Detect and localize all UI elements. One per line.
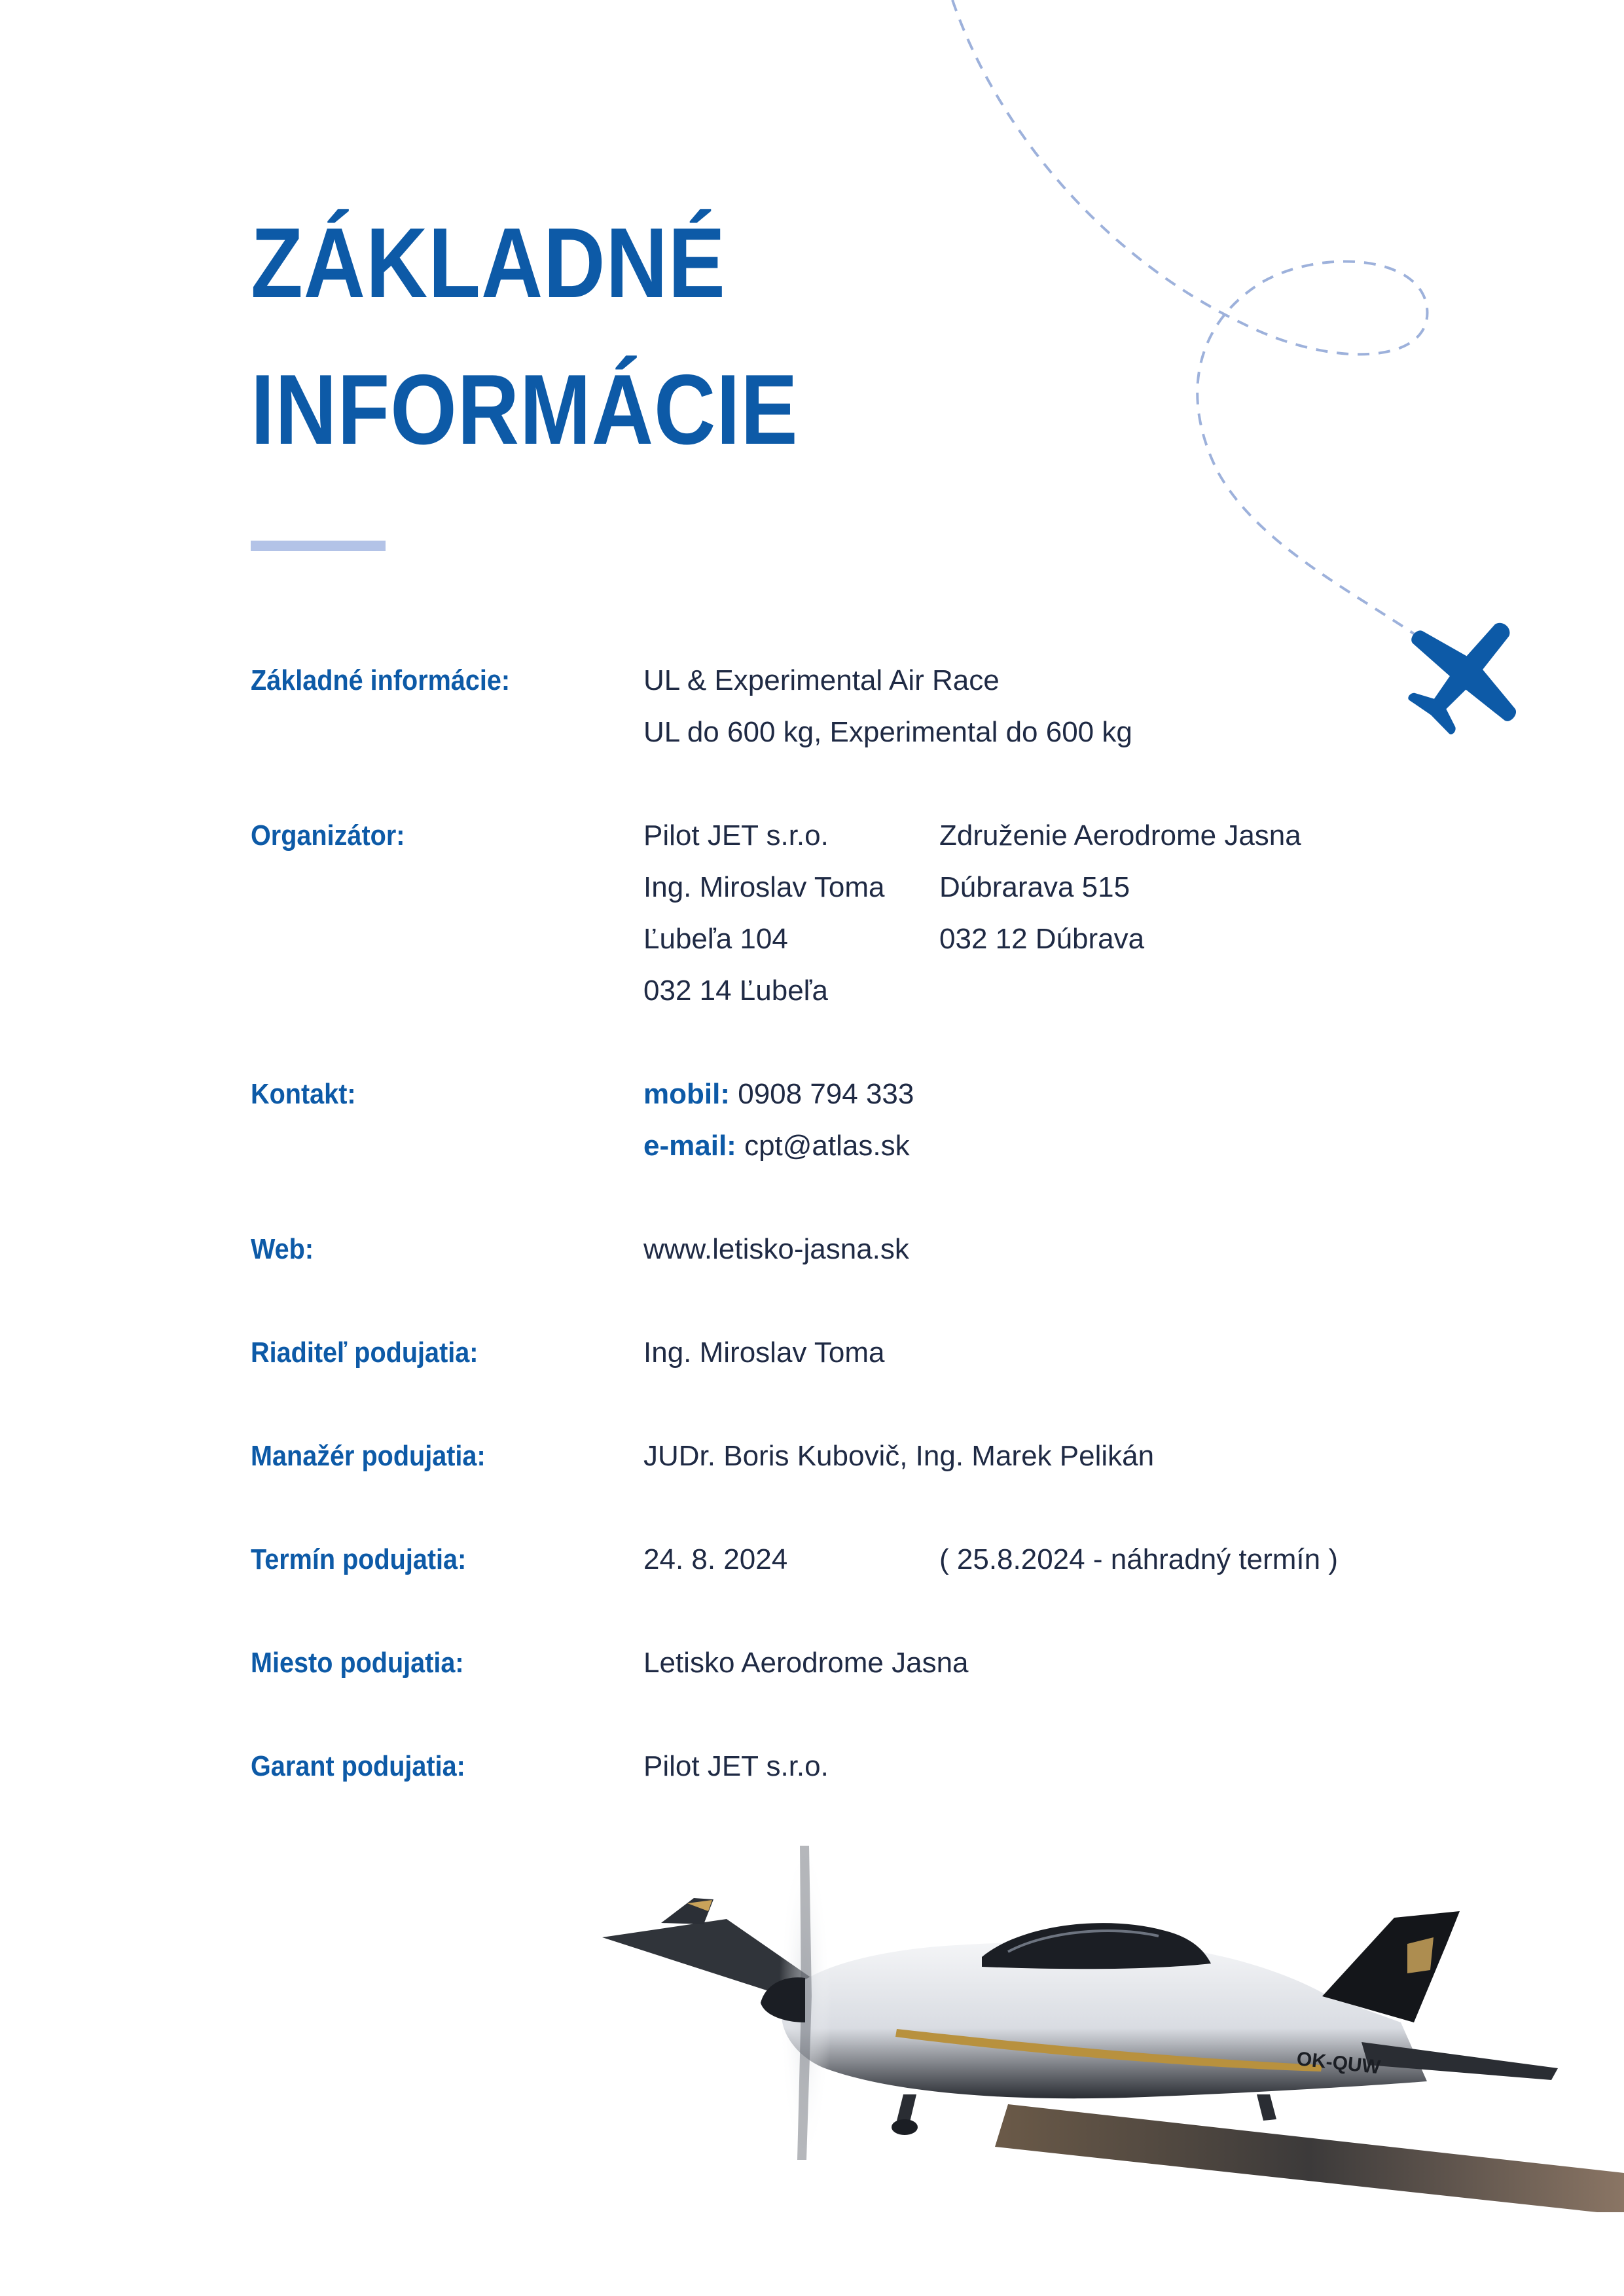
organizer-label: Organizátor: [251, 819, 405, 852]
contact-value [643, 1068, 914, 1172]
guarantor-value: Pilot JET s.r.o. [643, 1750, 829, 1782]
contact-mobile-number[interactable]: 0908 794 333 [738, 1078, 914, 1110]
page-title-line-2: INFORMÁCIE [251, 354, 799, 465]
date-value: 24. 8. 2024 [643, 1543, 788, 1575]
basic-info-line-1: UL & Experimental Air Race [643, 664, 1000, 696]
basic-info-line-2: UL do 600 kg, Experimental do 600 kg [643, 716, 1132, 748]
organizer-primary-line-1: Pilot JET s.r.o. [643, 819, 829, 852]
organizer-secondary-line-3: 032 12 Dúbrava [939, 923, 1145, 955]
date-label: Termín podujatia: [251, 1543, 467, 1575]
organizer-primary [643, 810, 884, 1016]
aircraft-landing-gear [897, 2094, 916, 2122]
director-label: Riaditeľ podujatia: [251, 1336, 478, 1369]
manager-label: Manažér podujatia: [251, 1440, 486, 1472]
basic-info-label: Základné informácie: [251, 664, 511, 696]
organizer-secondary [939, 810, 1301, 965]
aircraft-registration: OK-QUW [1295, 2048, 1382, 2079]
organizer-primary-line-2: Ing. Miroslav Toma [643, 871, 885, 903]
contact-mobile [643, 1068, 914, 1120]
organizer-secondary-line-2: Dúbrarava 515 [939, 871, 1130, 903]
web-link[interactable]: www.letisko-jasna.sk [643, 1233, 909, 1265]
airplane-icon [1379, 583, 1556, 759]
contact-email [643, 1120, 914, 1172]
director-value: Ing. Miroslav Toma [643, 1336, 885, 1369]
web-label: Web: [251, 1233, 314, 1265]
organizer-primary-line-4: 032 14 Ľubeľa [643, 975, 828, 1007]
venue-label: Miesto podujatia: [251, 1647, 464, 1679]
basic-info-value [643, 655, 1132, 758]
page-title [251, 190, 798, 483]
contact-label: Kontakt: [251, 1078, 356, 1110]
contact-mobile-key: mobil: [643, 1078, 730, 1110]
page-title-line-1: ZÁKLADNÉ [251, 207, 726, 319]
aircraft-photo [589, 1806, 1624, 2212]
organizer-primary-line-3: Ľubeľa 104 [643, 923, 788, 955]
title-underline [251, 541, 386, 551]
guarantor-label: Garant podujatia: [251, 1750, 465, 1782]
venue-value: Letisko Aerodrome Jasna [643, 1647, 969, 1679]
dashed-flight-path [952, 0, 1427, 638]
manager-value: JUDr. Boris Kubovič, Ing. Marek Pelikán [643, 1440, 1155, 1472]
date-alternate: ( 25.8.2024 - náhradný termín ) [939, 1543, 1338, 1575]
contact-email-address[interactable]: cpt@atlas.sk [744, 1130, 910, 1162]
aircraft-near-wing [995, 2104, 1624, 2212]
organizer-secondary-line-1: Združenie Aerodrome Jasna [939, 819, 1301, 852]
contact-email-key: e-mail: [643, 1130, 736, 1162]
